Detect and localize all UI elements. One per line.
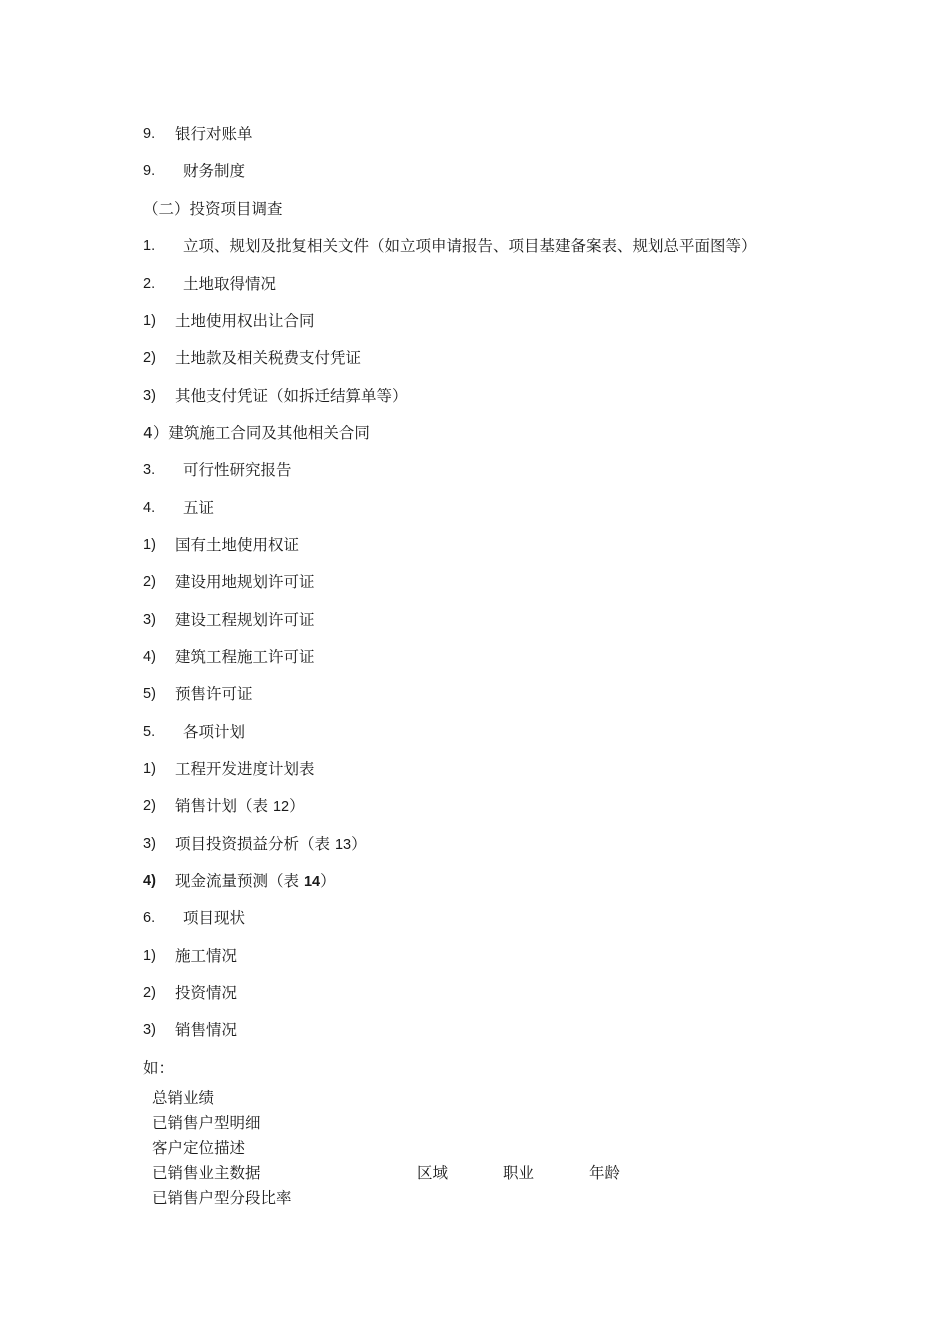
list-item xyxy=(143,346,361,370)
list-item xyxy=(143,645,315,669)
list-item xyxy=(143,757,315,781)
list-item xyxy=(143,869,336,893)
list-item xyxy=(143,906,245,930)
item-text: 项目现状 xyxy=(183,909,246,927)
list-item xyxy=(143,309,315,333)
item-number: 2) xyxy=(143,350,156,366)
item-number: 4) xyxy=(143,649,156,665)
example-item: 总销业绩 xyxy=(152,1089,215,1107)
column-age: 年龄 xyxy=(589,1164,621,1182)
list-item xyxy=(143,570,315,594)
list-item xyxy=(143,496,214,520)
item-number: 3) xyxy=(143,388,156,404)
list-item xyxy=(143,458,292,482)
item-number: 5) xyxy=(143,686,156,702)
item-text: 预售许可证 xyxy=(175,685,253,703)
item-text-post: ） xyxy=(351,834,367,853)
item-text-pre: 销售计划（表 xyxy=(175,796,273,815)
list-item xyxy=(143,384,408,408)
list-item xyxy=(143,272,276,296)
item-number: 3. xyxy=(143,462,156,478)
item-text: 建设工程规划许可证 xyxy=(175,611,315,629)
item-number: 9. xyxy=(143,126,156,142)
item-number: 2) xyxy=(143,574,156,590)
item-number: 1) xyxy=(143,948,156,964)
item-text: 建筑工程施工许可证 xyxy=(175,648,315,666)
table-ref-number: 13 xyxy=(334,836,352,853)
item-text: 各项计划 xyxy=(183,723,246,741)
item-text: 销售情况 xyxy=(175,1021,238,1039)
list-item xyxy=(143,981,237,1005)
item-number: 3) xyxy=(143,612,156,628)
list-item: 4）建筑施工合同及其他相关合同 xyxy=(143,424,370,442)
item-text: 投资情况 xyxy=(175,984,238,1002)
list-item xyxy=(143,234,757,258)
table-ref-number: 14 xyxy=(303,873,321,890)
item-number: 1. xyxy=(143,238,156,254)
example-item-owner-data xyxy=(152,1161,672,1185)
item-text xyxy=(175,869,336,894)
example-item: 已销售户型明细 xyxy=(152,1114,261,1132)
item-text-post: ） xyxy=(289,796,305,815)
example-item: 客户定位描述 xyxy=(152,1139,246,1157)
item-number: 4) xyxy=(143,873,156,889)
list-item xyxy=(143,608,315,632)
list-item xyxy=(143,944,237,968)
item-text-pre: 现金流量预测（表 xyxy=(175,871,304,890)
example-item: 已销售业主数据 xyxy=(152,1164,261,1182)
item-number: 6. xyxy=(143,910,156,926)
item-number: 1) xyxy=(143,537,156,553)
section-heading: （二）投资项目调查 xyxy=(143,200,283,218)
item-text: 土地款及相关税费支付凭证 xyxy=(175,349,362,367)
example-label: 如： xyxy=(143,1059,175,1077)
item-number: 9. xyxy=(143,163,156,179)
list-item xyxy=(143,122,253,146)
item-text: 国有土地使用权证 xyxy=(175,536,300,554)
item-text-pre: 项目投资损益分析（表 xyxy=(175,834,335,853)
item-text: 其他支付凭证（如拆迁结算单等） xyxy=(175,387,408,405)
item-text: 建设用地规划许可证 xyxy=(175,573,315,591)
item-text: 可行性研究报告 xyxy=(183,461,292,479)
item-text: 土地使用权出让合同 xyxy=(175,312,315,330)
item-number: 2) xyxy=(143,798,156,814)
item-text-post: ） xyxy=(320,871,336,890)
item-text: 银行对账单 xyxy=(175,125,253,143)
column-region: 区域 xyxy=(417,1164,449,1182)
table-ref-number: 12 xyxy=(272,798,290,815)
item-number: 1) xyxy=(143,313,156,329)
item-number: 5. xyxy=(143,724,156,740)
item-number: 3) xyxy=(143,836,156,852)
list-item xyxy=(143,682,253,706)
item-text: 施工情况 xyxy=(175,947,238,965)
item-text: 工程开发进度计划表 xyxy=(175,760,315,778)
list-item xyxy=(143,832,367,856)
example-item: 已销售户型分段比率 xyxy=(152,1189,292,1207)
item-number: 3) xyxy=(143,1022,156,1038)
list-item xyxy=(143,720,245,744)
item-number: 1) xyxy=(143,761,156,777)
list-item xyxy=(143,1018,237,1042)
item-text: 立项、规划及批复相关文件（如立项申请报告、项目基建备案表、规划总平面图等） xyxy=(183,237,757,255)
item-number: 4. xyxy=(143,500,156,516)
item-text: 五证 xyxy=(183,499,215,517)
list-item xyxy=(143,159,245,183)
item-text: 财务制度 xyxy=(183,162,246,180)
item-text xyxy=(175,832,367,857)
item-text xyxy=(175,794,305,819)
item-number: 2) xyxy=(143,985,156,1001)
item-text: 土地取得情况 xyxy=(183,275,277,293)
list-item xyxy=(143,533,299,557)
column-occupation: 职业 xyxy=(503,1164,535,1182)
list-item xyxy=(143,794,305,818)
item-number: 2. xyxy=(143,276,156,292)
